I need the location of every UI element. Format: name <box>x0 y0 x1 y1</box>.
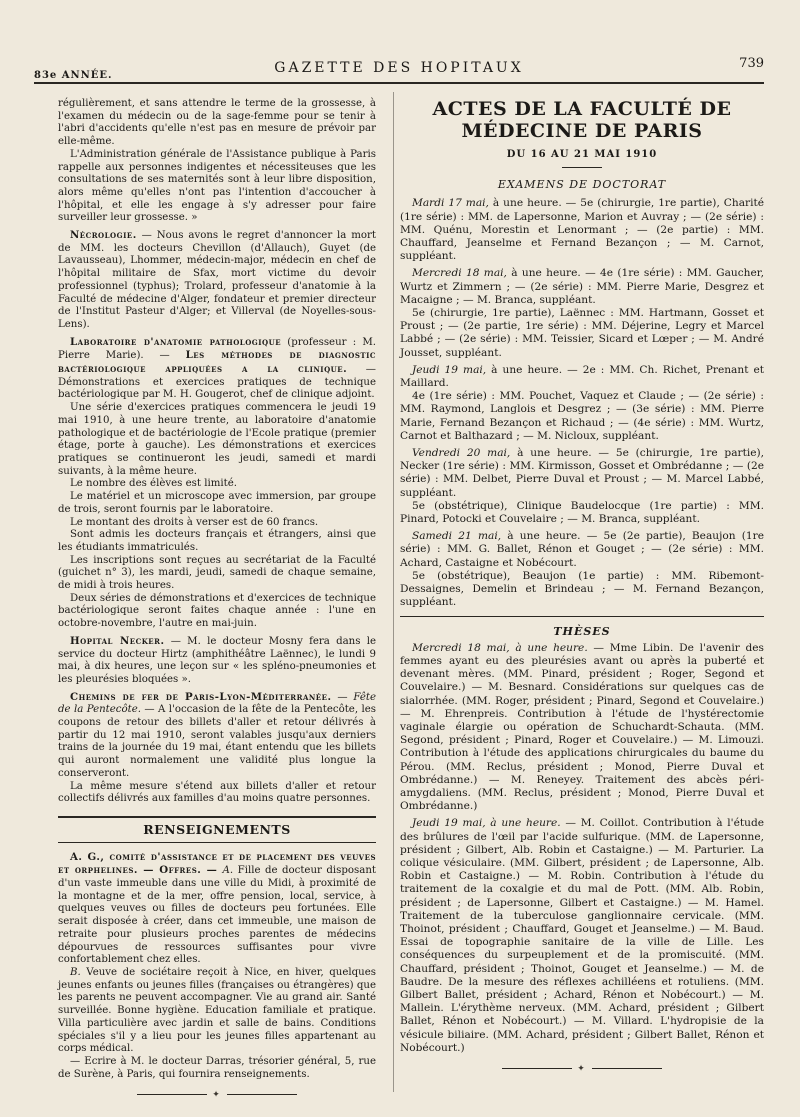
section-heading: Nécrologie. <box>70 229 137 242</box>
page-number: 739 <box>739 56 764 71</box>
exam-entry: 5e (obstétrique), Clinique Baudelocque (1re partie) : MM. Pinard, Potocki et Couvelaire ; — M. Branca, suppléant. <box>400 499 764 526</box>
item-letter: A. <box>222 865 234 877</box>
paragraph: — Ecrire à M. le docteur Darras, trésorier général, 5, rue de Surène, à Paris, qui fournira renseignements. <box>58 1055 376 1080</box>
paragraph-text: Fille de docteur disposant d'un vaste immeuble dans une ville du Midi, à proximité de la montagne et de la mer, offre pension, local, service, à quelques veuves ou filles de docteurs peu fortunées. Elle serait disposée à créer, dans cet immeuble, une maison de retraite pour plusieurs proches parentes de médecins dépourvues de ressources suffisantes pour vivre confortablement chez elles. <box>58 865 376 966</box>
exam-entry: 4e (1re série) : MM. Pouchet, Vaquez et Claude ; — (2e série) : MM. Raymond, Langlois et Desgrez ; — (3e série) : MM. Pierre Marie, Fernand Bezançon et Richaud ; — (4e série) : MM. Wurtz, Carnot et Balthazard ; — M. Nicloux, suppléant. <box>400 390 764 442</box>
renseignements-paragraph <box>58 851 376 967</box>
paragraph: Deux séries de démonstrations et d'exercices de technique bactériologique seront faites chaque année : l'une en octobre-novembre, l'autre en mai-juin. <box>58 592 376 630</box>
exam-text: à une heure. — 4e (1re série) : MM. Gaucher, Wurtz et Zimmern ; — (2e série) : MM. Pierre Marie, Desgrez et Macaigne ; — M. Branca, suppléant. <box>400 267 764 306</box>
volume-label: 83e ANNÉE. <box>34 70 113 81</box>
exam-day: Mercredi 18 mai, <box>412 267 507 280</box>
examens-title: EXAMENS DE DOCTORAT <box>497 178 667 192</box>
section-heading: Laboratoire d'anatomie pathologique <box>70 335 282 348</box>
exam-text: à une heure. — 2e : MM. Ch. Richet, Prenant et Maillard. <box>400 363 765 390</box>
paragraph: L'Administration générale de l'Assistance publique à Paris rappelle aux personnes indigentes et nécessiteuses que les consultations de ses maternités sont à leur libre disposition, alors même qu'elles n'ont pas l'intention d'accoucher à l'hôpital, et elle les engage à s'y adresser pour faire surveiller leur grossesse. » <box>58 148 376 224</box>
exam-day: Jeudi 19 mai, <box>412 363 487 376</box>
paragraph: régulièrement, et sans attendre le terme de la grossesse, à l'examen du médecin ou de la sage-femme pour se tenir à l'abri d'accidents qu'elle n'est pas en mesure de prévoir par elle-même. <box>58 98 376 148</box>
renseignements-paragraph <box>58 967 376 1056</box>
ornament-divider: ✦ <box>400 1063 764 1076</box>
short-rule <box>562 167 602 168</box>
thesis-text: — M. Coillot. Contribution à l'étude des brûlures de l'œil par l'acide sulfurique. (MM. de Lapersonne, président ; Gilbert, Alb. Robin et Castaigne.) — M. Parturier. La colique vésiculaire. (MM. Gilbert, président ; de Lapersonne, Alb. Robin et Castaigne.) — M. Robin. Contribution à l'étude du traitement de la coxalgie et du mal de Pott. (MM. Alb. Robin, président ; de Lapersonne, Gilbert et Castaigne.) — M. Hamel. Traitement de la tuberculose ganglionnaire cervicale. (MM. Thoinot, président ; Chauffard, Gouget et Jeanselme.) — M. Baud. Essai de topographie sanitaire de la ville de Lille. Les conséquences du surpeuplement et de la promiscuité. (MM. Chauffard, président ; Thoinot, Gouget et Jeanselme.) — M. de Baudre. De la mesure des réflexes achilléens et rotuliens. (MM. Gilbert Ballet, président ; Achard, Rénon et Nobécourt.) — M. Mallein. L'érythème nerveux. (MM. Achard, président ; Gilbert Ballet, Rénon et Nobécourt.) — M. Villard. L'hydropisie de la vésicule biliaire. (MM. Achard, président ; Gilbert Ballet, Rénon et Nobécourt.) <box>400 817 764 1054</box>
paragraph: La même mesure s'étend aux billets d'aller et retour collectifs délivrés aux familles d'au moins quatre personnes. <box>58 780 376 805</box>
paragraph-text: — Nous avons le regret d'annoncer la mort de MM. les docteurs Chevillon (d'Allauch), Guyet (de Lavausseau), Lhommer, médecin-major, médecin en chef de l'hôpital militaire de Sfax, mort victime du devoir professionnel (typhus); Trolard, professeur d'anatomie à la Faculté de médecine d'Alger, fondateur et premier directeur de l'Institut Pasteur d'Alger; et Villerval (de Noyelles-sous-Lens). <box>58 230 376 330</box>
exam-entry <box>400 364 764 390</box>
thesis-entry <box>400 642 764 814</box>
exam-day: Mardi 17 mai, <box>412 197 489 210</box>
paragraph: Le matériel et un microscope avec immersion, par groupe de trois, seront fournis par le laboratoire. <box>58 491 376 515</box>
exam-entry: 5e (chirurgie, 1re partie), Laënnec : MM. Hartmann, Gosset et Proust ; — (2e partie, 1re série) : MM. Déjerine, Legry et Marcel Labbé ; — (2e série) : MM. Teissier, Sicard et Lœper ; — M. André Jousset, suppléant. <box>400 307 764 359</box>
necker-paragraph <box>58 635 376 687</box>
section-heading: A. G., comité d'assistance et de placement des veuves et orphelines. <box>58 850 376 877</box>
offres-label: — Offres. — <box>137 864 223 877</box>
thesis-day: Jeudi 19 mai, à une heure. <box>412 817 561 830</box>
paragraph-text: — Démonstrations et exercices pratiques de technique bactériologique par M. H. Gougerot, chef de clinique adjoint. <box>58 364 376 401</box>
laboratory-paragraph <box>58 336 376 403</box>
subsection-heading: Les méthodes de diagnostic bactériologique appliquées a la clinique. <box>58 349 376 376</box>
paragraph: Sont admis les docteurs français et étrangers, ainsi que les étudiants immatriculés. <box>58 529 376 553</box>
article-dates: DU 16 AU 21 MAI 1910 <box>506 149 658 160</box>
paragraph-text: (professeur : M. Pierre Marie). — <box>58 336 376 362</box>
thesis-entry <box>400 817 764 1055</box>
page-header <box>34 52 764 82</box>
paragraph-text: Veuve de sociétaire reçoit à Nice, en hiver, quelques jeunes enfants ou jeunes filles (françaises ou étrangères) que les parents ne peuvent accompagner. Vie au grand air. Santé surveillée. Bonne hygiène. Education familiale et pratique. Villa particulière avec jardin et salle de bains. Conditions spéciales s'il y a lieu pour les jeunes filles appartenant au corps médical. <box>58 967 376 1055</box>
paragraph-text: — A l'occasion de la fête de la Pentecôte, les coupons de retour des billets d'aller et retour délivrés à partir du 12 mai 1910, seront valables jusqu'aux derniers trains de la journée du 19 mai, étant entendu que les billets qui auront normalement une validité plus longue la conserveront. <box>58 704 376 779</box>
exam-text: à une heure. — 5e (2e partie), Beaujon (1re série) : MM. G. Ballet, Rénon et Gouget ; — (2e série) : MM. Achard, Castaigne et Nobécourt. <box>400 530 764 569</box>
exam-entry: 5e (obstétrique), Beaujon (1e partie) : MM. Ribemont-Dessaignes, Demelin et Brindeau ; — M. Fernand Bezançon, suppléant. <box>400 569 764 609</box>
journal-title: GAZETTE DES HOPITAUX <box>274 60 524 76</box>
railway-paragraph: Chemins de fer de Paris-Lyon-Méditerranée. — Fête de la Pentecôte. — A l'occasion de la fête de la Pentecôte, les coupons de retour des billets d'aller et retour délivrés à partir du 12 mai 1910, seront valables jusqu'aux derniers trains de la journée du 19 mai, étant entendu que les billets qui auront normalement une validité plus longue la conserveront. <box>58 690 376 779</box>
exam-text: à une heure. — 5e (chirurgie, 1re partie), Necker (1re série) : MM. Kirmisson, Gosset et Ombrédanne ; — (2e série) : MM. Delbet, Pierre Duval et Proust ; — M. Marcel Labbé, suppléant. <box>400 447 764 499</box>
necrology-paragraph <box>58 229 376 332</box>
theses-title: THÈSES <box>553 624 611 638</box>
paragraph: Le montant des droits à verser est de 60 francs. <box>70 516 319 528</box>
column-divider <box>393 92 394 1092</box>
paragraph: Une série d'exercices pratiques commencera le jeudi 19 mai 1910, à une heure trente, au laboratoire d'anatomie pathologique et de bactériologie de l'Ecole pratique (premier étage, porte à gauche). Les démonstrations et exercices pratiques se continueront les jeudi, samedi et mardi suivants, à la même heure. <box>58 402 376 477</box>
right-column <box>400 98 764 1076</box>
section-rule <box>400 616 764 617</box>
left-column <box>58 98 376 1102</box>
article-title: ACTES DE LA FACULTÉ DE MÉDECINE DE PARIS <box>432 98 732 142</box>
paragraph-text: — M. le docteur Mosny fera dans le service du docteur Hirtz (amphithéâtre Laënnec), le lundi 9 mai, à dix heures, une leçon sur « les spléno-pneumonies et les pleurésies bloquées ». <box>58 635 376 685</box>
exam-entry <box>400 447 764 500</box>
thesis-day: Mercredi 18 mai, à une heure. <box>412 641 588 654</box>
paragraph: Les inscriptions sont reçues au secrétariat de la Faculté (guichet n° 3), les mardi, jeudi, samedi de chaque semaine, de midi à trois heures. <box>58 554 376 592</box>
section-heading: Hopital Necker. <box>70 634 165 647</box>
item-letter: B. <box>70 967 81 978</box>
exam-entry <box>400 530 764 570</box>
renseignements-title: RENSEIGNEMENTS <box>58 816 376 843</box>
exam-entry <box>400 197 764 263</box>
paragraph: Le nombre des élèves est limité. <box>70 478 238 490</box>
ornament-divider: ✦ <box>58 1089 376 1102</box>
subsection-heading: Fête de la Pentecôte. <box>58 691 376 716</box>
exam-day: Samedi 21 mai, <box>412 530 502 543</box>
exam-entry <box>400 267 764 307</box>
exam-text: à une heure. — 5e (chirurgie, 1re partie), Charité (1re série) : MM. de Lapersonne, Marion et Auvray ; — (2e série) : MM. Quénu, Morestin et Lenormant ; — (2e partie) : MM. Chauffard, Jeanselme et Fernand Bezançon ; — M. Carnot, suppléant. <box>400 197 764 263</box>
header-rule <box>34 82 764 84</box>
section-heading: Chemins de fer de Paris-Lyon-Méditerranée. <box>70 690 332 703</box>
thesis-text: — Mme Libin. De l'avenir des femmes ayant eu des pleurésies avant ou après la puberté et devenant mères. (MM. Pinard, président ; Roger, Segond et Couvelaire.) — M. Besnard. Considérations sur quelques cas de sialorrhée. (MM. Roger, président ; Pinard, Segond et Couvelaire.) — M. Ehrenpreis. Contribution à l'étude de l'hystérectomie vaginale élargie ou opération de Schuchardt-Schauta. (MM. Segond, président ; Pinard, Roger et Couvelaire.) — M. Limouzi. Contribution à l'étude des applications chirurgicales du baume du Pérou. (MM. Reclus, président ; Monod, Pierre Duval et Ombrédanne.) — M. Reneyey. Traitement des abcès péri-amygdaliens. (MM. Reclus, président ; Monod, Pierre Duval et Ombrédanne.) <box>400 641 764 813</box>
exam-day: Vendredi 20 mai, <box>412 447 511 460</box>
